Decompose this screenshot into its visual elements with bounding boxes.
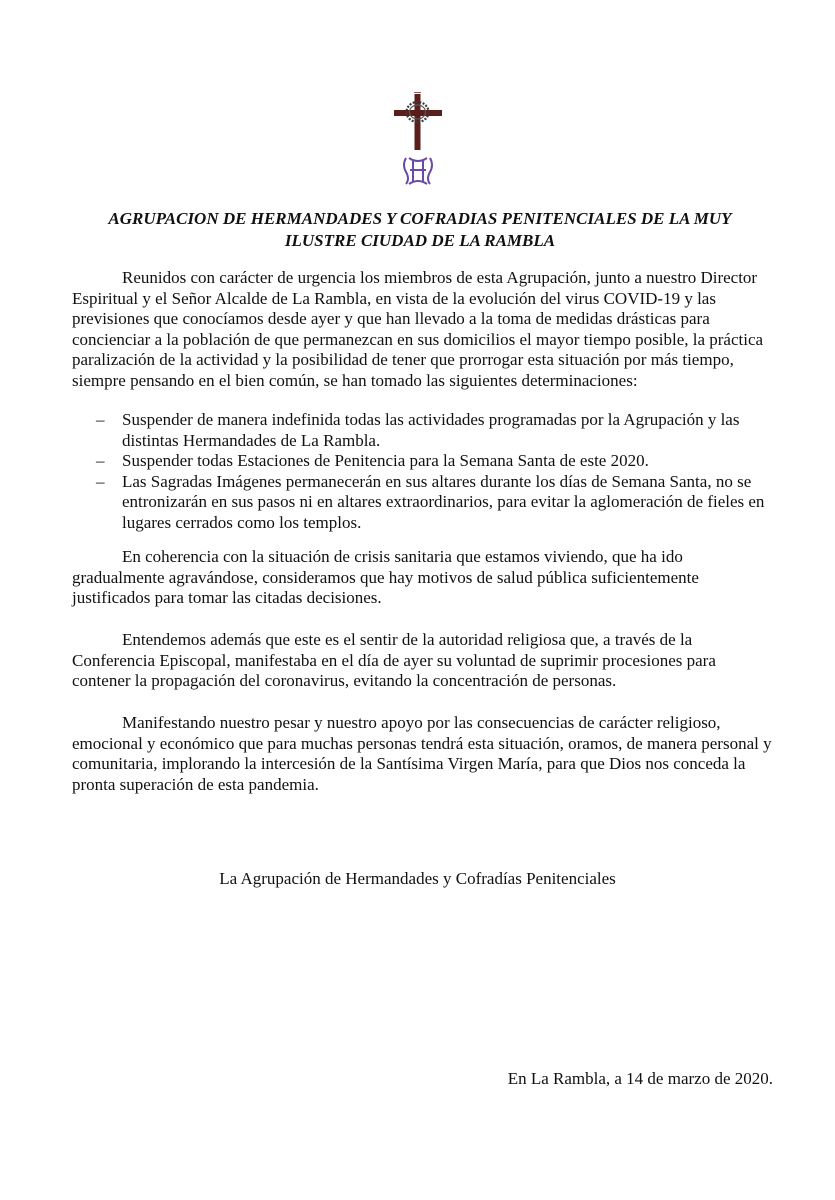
- episcopal-paragraph: Entendemos además que este es el sentir de la autoridad religiosa que, a través de la Conferencia Episcopal, manifestaba en el día de ayer su voluntad de suprimir procesiones para contener la propagación del coronavirus, evitando la concentración de personas.: [72, 630, 716, 691]
- bullet-dash: –: [96, 410, 105, 429]
- bullet-dash: –: [96, 471, 105, 491]
- list-item: [72, 451, 772, 472]
- cross-with-crown-of-thorns-icon: [391, 92, 445, 188]
- prayer-paragraph: Manifestando nuestro pesar y nuestro apoyo por las consecuencias de carácter religioso, emocional y económico que para muchas personas tendrá esta situación, oramos, de manera personal y comunitaria, implorando la intercesión de la Santísima Virgen María, para que Dios nos conceda la pronta superación de esta pandemia.: [72, 713, 772, 794]
- determinations-list: [72, 410, 772, 534]
- list-item-text: Las Sagradas Imágenes permanecerán en sus altares durante los días de Semana Santa, no se entronizarán en sus pasos ni en altares extraordinarios, para evitar la aglomeración de fieles en lugares cerrados como los templos.: [122, 471, 765, 532]
- signature-line: La Agrupación de Hermandades y Cofradías Penitenciales: [219, 869, 616, 888]
- list-item-text: Suspender de manera indefinida todas las actividades programadas por la Agrupación y las distintas Hermandades de La Rambla.: [122, 410, 740, 450]
- bullet-dash: –: [96, 451, 105, 471]
- coherence-paragraph: En coherencia con la situación de crisis sanitaria que estamos viviendo, que ha ido gradualmente agravándose, consideramos que hay motivos de salud pública suficientemente justificados para tomar las citadas decisiones.: [72, 547, 699, 608]
- list-item-text: Suspender todas Estaciones de Penitencia para la Semana Santa de este 2020.: [122, 451, 649, 471]
- list-item: [72, 472, 772, 534]
- list-item: [72, 410, 772, 451]
- document-title: AGRUPACION DE HERMANDADES Y COFRADIAS PENITENCIALES DE LA MUY ILUSTRE CIUDAD DE LA RAMBLA: [108, 209, 732, 250]
- date-line: En La Rambla, a 14 de marzo de 2020.: [507, 1069, 773, 1088]
- intro-paragraph: Reunidos con carácter de urgencia los miembros de esta Agrupación, junto a nuestro Director Espiritual y el Señor Alcalde de La Rambla, en vista de la evolución del virus COVID-19 y las previsiones que conocíamos desde ayer y que han llevado a la toma de medidas drásticas para concienciar a la población de que permanezcan en sus domicilios el mayor tiempo posible, la práctica paralización de la actividad y la posibilidad de tener que prorrogar esta situación por más tiempo, siempre pensando en el bien común, se han tomado las siguientes determinaciones:: [72, 268, 764, 390]
